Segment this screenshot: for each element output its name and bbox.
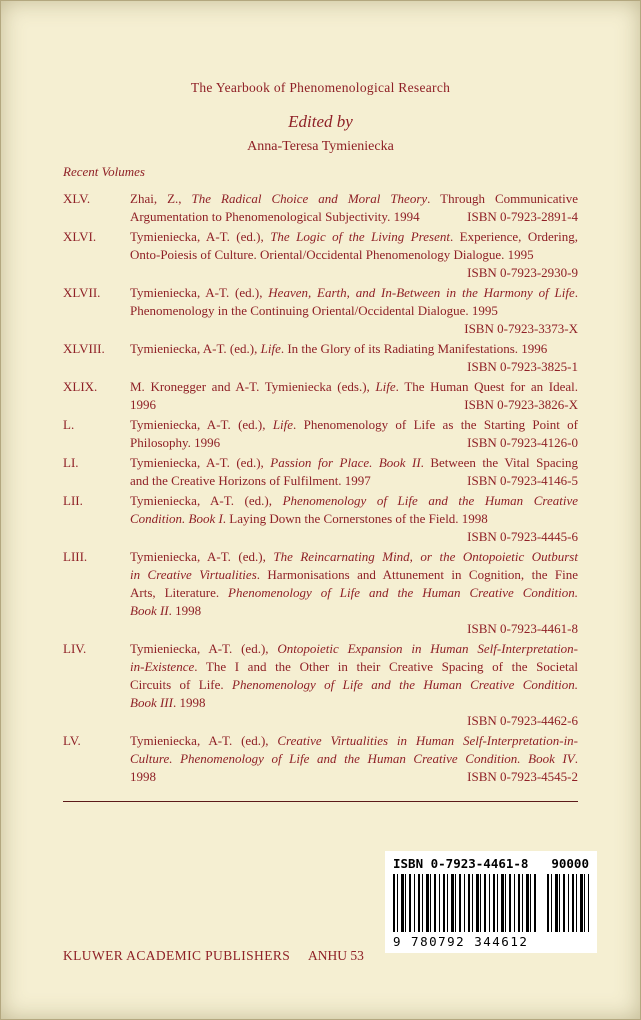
- volume-entry: [63, 190, 578, 226]
- volume-isbn: ISBN 0-7923-4126-0: [467, 435, 578, 450]
- volume-isbn: ISBN 0-7923-4462-6: [467, 713, 578, 728]
- volume-line-text: Tymieniecka, A-T. (ed.), Life. Phenomenology of Life as the Starting Point of: [130, 417, 578, 432]
- volume-line-text: Tymieniecka, A-T. (ed.), The Logic of the Living Present. Experience, Ordering,: [130, 229, 578, 244]
- volume-line: [130, 396, 578, 414]
- volume-entry: [63, 492, 578, 546]
- volume-line: [130, 694, 578, 712]
- volume-isbn: ISBN 0-7923-2930-9: [467, 265, 578, 280]
- series-title: The Yearbook of Phenomenological Research: [190, 80, 451, 95]
- volume-line: [130, 510, 578, 528]
- volume-line: [130, 732, 578, 750]
- publisher-name: KLUWER ACADEMIC PUBLISHERS: [63, 948, 291, 963]
- volume-line: [130, 640, 578, 658]
- volume-line-text: [130, 320, 450, 338]
- volume-numeral: LIV.: [63, 641, 87, 656]
- volume-text: [130, 732, 578, 786]
- volume-entry: [63, 548, 578, 638]
- volume-line-text: [130, 264, 453, 282]
- volume-text: [130, 548, 578, 638]
- volume-line-text: Phenomenology in the Continuing Oriental/Occidental Dialogue. 1995: [130, 303, 498, 318]
- volume-text: [130, 454, 578, 490]
- volume-isbn: ISBN 0-7923-4461-8: [467, 621, 578, 636]
- volume-text: [130, 378, 578, 414]
- volume-line-text: 1996: [130, 397, 156, 412]
- volume-text: [130, 284, 578, 338]
- volume-isbn: ISBN 0-7923-4146-5: [467, 473, 578, 488]
- barcode-isbn-text: ISBN 0-7923-4461-8: [393, 856, 529, 871]
- volume-line-text: Tymieniecka, A-T. (ed.), Heaven, Earth, and In-Between in the Harmony of Life.: [130, 285, 578, 300]
- volume-line-text: M. Kronegger and A-T. Tymieniecka (eds.), Life. The Human Quest for an Ideal.: [130, 379, 578, 394]
- barcode-number: 9 780792 344612: [393, 934, 529, 949]
- barcode-header: [393, 856, 589, 871]
- volume-isbn: ISBN 0-7923-2891-4: [467, 209, 578, 224]
- volume-line: [130, 584, 578, 602]
- volume-line-text: and the Creative Horizons of Fulfilment. 1997: [130, 473, 371, 488]
- volume-line-text: Book II. 1998: [130, 603, 202, 618]
- volume-line: [130, 208, 578, 226]
- volume-line: [130, 358, 578, 376]
- volume-text: [130, 640, 578, 730]
- volume-line-text: Tymieniecka, A-T. (ed.), Creative Virtualities in Human Self-Interpretation-in-: [130, 733, 579, 748]
- volume-line: [130, 472, 578, 490]
- volume-line-text: [130, 358, 453, 376]
- volume-numeral: XLVII.: [63, 285, 101, 300]
- volume-line-text: Argumentation to Phenomenological Subjectivity. 1994: [130, 209, 420, 224]
- volume-numeral: LV.: [63, 733, 81, 748]
- volume-line: [130, 768, 578, 786]
- volume-entry: [63, 378, 578, 414]
- volume-line-text: Zhai, Z., The Radical Choice and Moral Theory. Through Communicative: [130, 191, 578, 206]
- volume-numeral: LII.: [63, 493, 83, 508]
- barcode-price-code: 90000: [551, 856, 589, 871]
- volume-line: [130, 492, 578, 510]
- volume-line: [130, 454, 578, 472]
- volume-numeral: L.: [63, 417, 75, 432]
- volume-line-text: Circuits of Life. Phenomenology of Life and the Human Creative Condition.: [130, 677, 578, 692]
- volume-entry: [63, 228, 578, 282]
- volume-line: [130, 712, 578, 730]
- volume-line: [130, 246, 578, 264]
- volume-numeral: XLVI.: [63, 229, 97, 244]
- volume-line-text: Tymieniecka, A-T. (ed.), The Reincarnating Mind, or the Ontopoietic Outburst: [130, 549, 578, 564]
- volume-line: [130, 528, 578, 546]
- volume-line: [130, 378, 578, 396]
- volume-entry: [63, 284, 578, 338]
- volumes-list: [63, 190, 578, 788]
- volume-line: [130, 190, 578, 208]
- volume-entry: [63, 640, 578, 730]
- volume-line: [130, 264, 578, 282]
- volume-numeral: XLIX.: [63, 379, 98, 394]
- volume-text: [130, 228, 578, 282]
- divider-rule: [63, 801, 578, 802]
- volume-line-text: [130, 528, 453, 546]
- volume-numeral: LI.: [63, 455, 79, 470]
- volume-line-text: [130, 712, 453, 730]
- volume-line-text: Tymieniecka, A-T. (ed.), Life. In the Glory of its Radiating Manifestations. 1996: [130, 341, 548, 356]
- volume-line-text: Book III. 1998: [130, 695, 206, 710]
- volume-line: [130, 320, 578, 338]
- volume-line-text: in Creative Virtualities. Harmonisations and Attunement in Cognition, the Fine: [130, 567, 578, 582]
- volume-text: [130, 190, 578, 226]
- volume-line: [130, 676, 578, 694]
- volume-line: [130, 340, 578, 358]
- barcode-bars-icon: [393, 874, 539, 932]
- barcode-supplement-bars-icon: [547, 874, 589, 932]
- volume-line-text: Tymieniecka, A-T. (ed.), Ontopoietic Expansion in Human Self-Interpretation-: [130, 641, 579, 656]
- barcode-bars-row: [393, 874, 589, 932]
- volume-isbn: ISBN 0-7923-4445-6: [467, 529, 578, 544]
- volume-entry: [63, 454, 578, 490]
- volume-line-text: Tymieniecka, A-T. (ed.), Phenomenology of Life and the Human Creative: [130, 493, 578, 508]
- volume-line-text: [130, 620, 453, 638]
- volume-line: [130, 658, 578, 676]
- volume-line-text: Culture. Phenomenology of Life and the Human Creative Condition. Book IV.: [130, 751, 578, 766]
- volume-line: [130, 434, 578, 452]
- volume-line: [130, 750, 578, 768]
- volume-isbn: ISBN 0-7923-4545-2: [467, 769, 578, 784]
- volume-line: [130, 284, 578, 302]
- volume-text: [130, 492, 578, 546]
- volume-entry: [63, 340, 578, 376]
- volume-line: [130, 302, 578, 320]
- volume-line-text: Onto-Poiesis of Culture. Oriental/Occidental Phenomenology Dialogue. 1995: [130, 247, 534, 262]
- volume-line-text: Arts, Literature. Phenomenology of Life and the Human Creative Condition.: [130, 585, 578, 600]
- volume-entry: [63, 416, 578, 452]
- editor-name: Anna-Teresa Tymieniecka: [247, 139, 394, 154]
- volume-line: [130, 548, 578, 566]
- barcode-block: [385, 851, 597, 953]
- volume-numeral: XLV.: [63, 191, 91, 206]
- volume-line: [130, 566, 578, 584]
- volume-isbn: ISBN 0-7923-3825-1: [467, 359, 578, 374]
- volume-line-text: Condition. Book I. Laying Down the Cornerstones of the Field. 1998: [130, 511, 488, 526]
- volume-line: [130, 416, 578, 434]
- volume-entry: [63, 732, 578, 786]
- volume-line: [130, 620, 578, 638]
- volume-line: [130, 228, 578, 246]
- volume-line: [130, 602, 578, 620]
- volume-line-text: Tymieniecka, A-T. (ed.), Passion for Place. Book II. Between the Vital Spacing: [130, 455, 578, 470]
- volume-line-text: 1998: [130, 769, 156, 784]
- volume-line-text: in-Existence. The I and the Other in their Creative Spacing of the Societal: [130, 659, 578, 674]
- volume-text: [130, 416, 578, 452]
- volume-text: [130, 340, 578, 376]
- volume-numeral: LIII.: [63, 549, 88, 564]
- volume-line-text: Philosophy. 1996: [130, 435, 221, 450]
- catalog-code: ANHU 53: [308, 948, 364, 963]
- volume-isbn: ISBN 0-7923-3373-X: [464, 321, 578, 336]
- volume-numeral: XLVIII.: [63, 341, 105, 356]
- edited-by-label: Edited by: [288, 112, 353, 131]
- volume-isbn: ISBN 0-7923-3826-X: [464, 397, 578, 412]
- recent-volumes-label: Recent Volumes: [63, 164, 145, 179]
- header: [0, 80, 641, 155]
